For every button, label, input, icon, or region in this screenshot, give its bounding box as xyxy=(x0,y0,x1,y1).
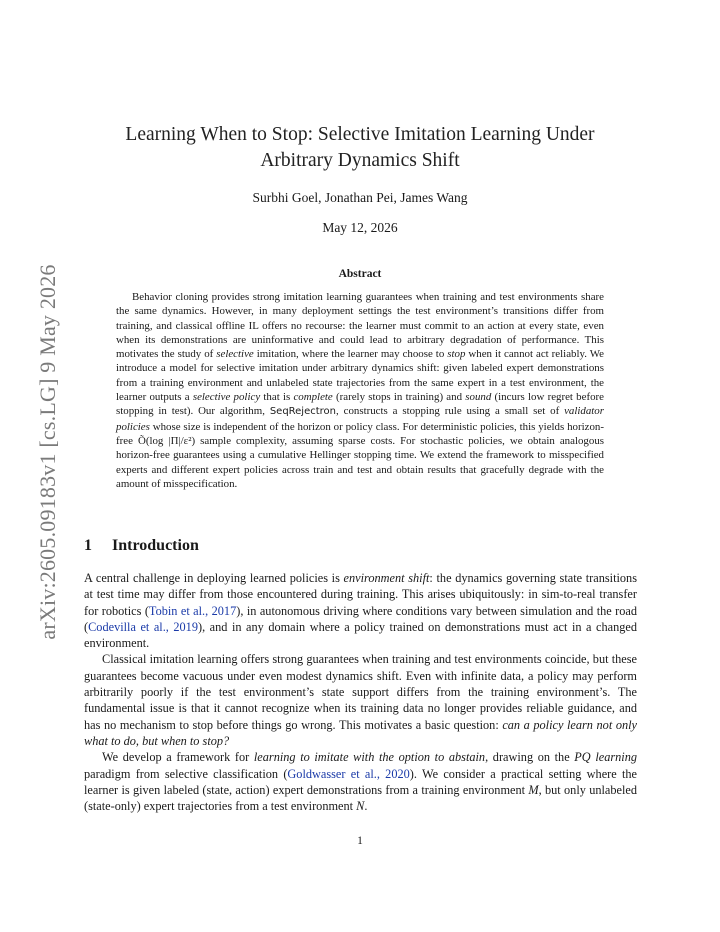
paragraph-text: . xyxy=(364,799,368,814)
emphasis: environment shift xyxy=(343,571,430,585)
emphasis: learning to imitate with the option to abstain xyxy=(253,750,486,765)
abstract-text: , constructs a stopping rule using a small set of xyxy=(336,405,565,418)
abstract-text: Behavior cloning provides strong imitation learning guarantees when training and test environments share the same dynamics. However, in many deployment settings the test environment’s transitions differ from training, and classical offline IL offers no recourse: the learner must commit to an action at every state, even when its demonstrations are uninformative and could lead to arbitrary degradation of performance. This motivates the study of xyxy=(116,291,604,361)
math-symbol: M xyxy=(528,782,539,797)
section-heading-introduction xyxy=(84,537,199,555)
paragraph-text: A central challenge in deploying learned policies is xyxy=(84,571,344,585)
abstract-text: when it cannot act reliably. We introduce a model for selective imitation under arbitrary dynamics shift: given labeled expert demonstrations from a training environment and unlabeled state trajectories from the same expert in a test environment, the learner outputs a xyxy=(116,348,604,404)
sample-complexity-formula: Õ(log |Π|/ε²) xyxy=(137,434,196,447)
abstract-text: sample complexity, assuming sparse costs. For stochastic policies, we obtain analogous horizon-free guarantees using a cumulative Hellinger stopping time. We extend the framework to misspecified experts and different expert policies across train and test and obtain results that gracefully degrade with the amount of misspecification. xyxy=(116,434,604,490)
paragraph-text: ), in autonomous driving where conditions vary between simulation and the road ( xyxy=(84,603,638,634)
section-title: Introduction xyxy=(112,537,199,554)
abstract-text: (rarely stops in training) and xyxy=(332,391,466,404)
citation-link[interactable]: Goldwasser et al., 2020 xyxy=(287,766,410,781)
title-line-1: Learning When to Stop: Selective Imitation Learning Under xyxy=(125,124,595,145)
paragraph-text: ), and in any domain where a policy trained on demonstrations must act in a changed environment. xyxy=(84,619,637,651)
abstract-emphasis: sound xyxy=(465,391,492,404)
abstract-emphasis: complete xyxy=(293,391,333,404)
abstract-text: whose size is independent of the horizon or policy class. For deterministic policies, this yields horizon-free xyxy=(116,420,604,447)
paragraph-text: , drawing on the xyxy=(485,750,575,765)
paragraph-text: , but only unlabeled (state-only) expert trajectories from a test environment xyxy=(84,782,637,814)
abstract-text: (incurs low regret before stopping in test). Our algorithm, xyxy=(116,391,604,418)
emphasis: PQ learning xyxy=(574,750,637,765)
abstract-emphasis: selective policy xyxy=(192,391,261,404)
introduction-body xyxy=(84,570,637,814)
publication-date: May 12, 2026 xyxy=(322,220,398,235)
abstract-body xyxy=(116,290,604,491)
paragraph-text: We develop a framework for xyxy=(102,750,254,765)
abstract-text: that is xyxy=(260,391,294,404)
section-number: 1 xyxy=(84,537,92,554)
paragraph-text: Classical imitation learning offers strong guarantees when training and test environments coincide, but these guarantees become vacuous under even modest dynamics shift. Even with infinite data, a policy may perform arbitrarily poorly if the test environment’s state support differs from the training environment’s. The fundamental issue is that it cannot recognize when its training data no longer provides reliable guidance, and has no mechanism to stop before things go wrong. This motivates a basic question: xyxy=(84,652,637,732)
citation-link[interactable]: Codevilla et al., 2019 xyxy=(88,619,198,634)
algorithm-name: SeqRejectron xyxy=(269,406,337,418)
title-line-2: Arbitrary Dynamics Shift xyxy=(260,150,460,171)
paragraph-text: : the dynamics governing state transitions at test time may differ from those encountered during training. This arises ubiquitously: in sim-to-real transfer for robotics ( xyxy=(84,571,637,618)
abstract-text: imitation, where the learner may choose to xyxy=(253,348,448,361)
page-number: 1 xyxy=(357,835,363,847)
paragraph-2 xyxy=(84,651,637,749)
paper-title xyxy=(100,122,620,174)
abstract-emphasis: stop xyxy=(447,348,466,361)
arxiv-identifier: arXiv:2605.09183v1 [cs.LG] 9 May 2026 xyxy=(35,264,60,640)
author-list: Surbhi Goel, Jonathan Pei, James Wang xyxy=(252,190,468,205)
emphasis: can a policy learn not only what to do, but when to stop? xyxy=(84,717,637,748)
citation-link[interactable]: Tobin et al., 2017 xyxy=(148,603,237,618)
paragraph-3 xyxy=(84,749,637,814)
abstract-emphasis: selective xyxy=(216,348,254,361)
abstract-emphasis: validator policies xyxy=(116,405,604,433)
abstract-heading: Abstract xyxy=(338,268,382,280)
math-symbol: N xyxy=(356,799,365,814)
paragraph-1 xyxy=(84,570,637,651)
paragraph-text: ). We consider a practical setting where the learner is given labeled (state, action) expert demonstrations from a training environment xyxy=(84,766,637,797)
paragraph-text: paradigm from selective classification ( xyxy=(84,766,288,781)
